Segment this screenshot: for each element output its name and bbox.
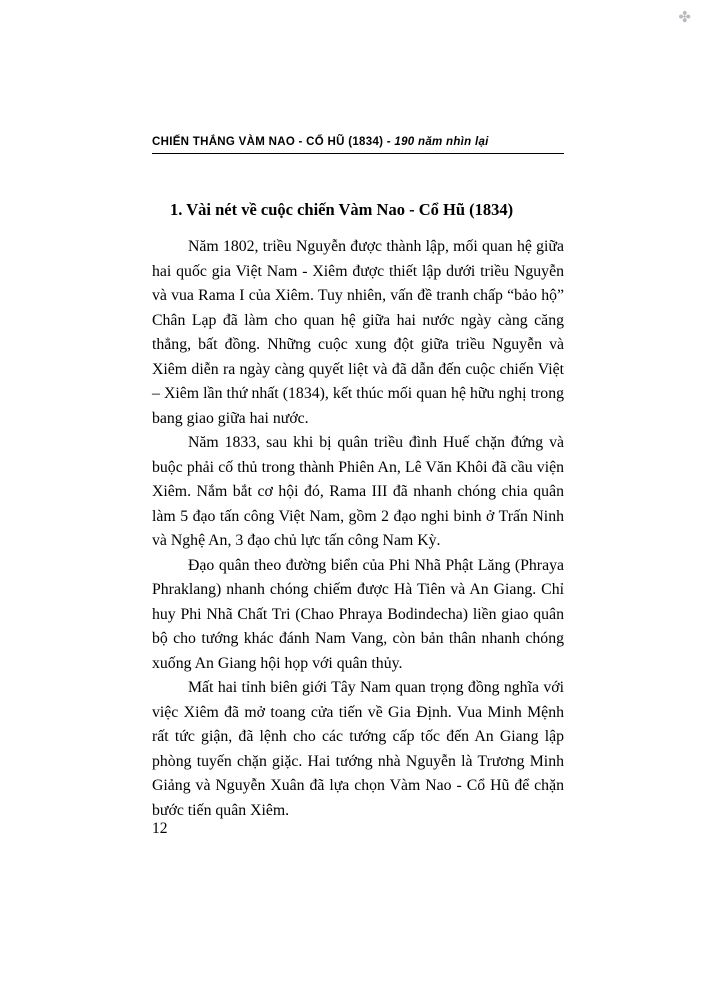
paragraph: Đạo quân theo đường biển của Phi Nhã Phật Lăng (Phraya Phraklang) nhanh chóng chiếm được Hà Tiên và An Giang. Chỉ huy Phi Nhã Chất Tri (Chao Phraya Bodindecha) liền giao quân bộ cho tướng khác đánh Nam Vang, còn bản thân nhanh chóng xuống An Giang hội họp với quân thủy. (152, 556, 564, 672)
page-number: 12 (152, 820, 168, 837)
flower-icon: ✤ (678, 8, 691, 26)
paragraph: Năm 1802, triều Nguyễn được thành lập, mối quan hệ giữa hai quốc gia Việt Nam - Xiêm được thiết lập dưới triều Nguyễn và vua Rama I của Xiêm. Tuy nhiên, vấn đề tranh chấp “bảo hộ” Chân Lạp đã làm cho quan hệ giữa hai nước ngày càng căng thẳng, bất đồng. Những cuộc xung đột giữa triều Nguyễn và Xiêm diễn ra ngày càng quyết liệt và đã dẫn đến cuộc chiến Việt – Xiêm lần thứ nhất (1834), kết thúc mối quan hệ hữu nghị trong bang giao giữa hai nước. (152, 238, 564, 427)
running-header-title: CHIẾN THẮNG VÀM NAO - CỔ HŨ (1834) - (152, 136, 395, 148)
running-header (152, 136, 564, 154)
paragraph: Năm 1833, sau khi bị quân triều đình Huế chặn đứng và buộc phải cố thủ trong thành Phiên An, Lê Văn Khôi đã cầu viện Xiêm. Nắm bắt cơ hội đó, Rama III đã nhanh chóng chia quân làm 5 đạo tấn công Việt Nam, gồm 2 đạo nghi binh ở Trấn Ninh và Nghệ An, 3 đạo chủ lực tấn công Nam Kỳ. (152, 434, 564, 550)
body-text (152, 235, 564, 823)
running-header-subtitle: 190 năm nhìn lại (394, 136, 489, 148)
section-heading: 1. Vài nét về cuộc chiến Vàm Nao - Cổ Hũ (1834) (170, 200, 514, 219)
paragraph: Mất hai tỉnh biên giới Tây Nam quan trọng đồng nghĩa với việc Xiêm đã mở toang cửa tiến về Gia Định. Vua Minh Mệnh rất tức giận, đã lệnh cho các tướng cấp tốc đến An Giang lập phòng tuyến chặn giặc. Hai tướng nhà Nguyễn là Trương Minh Giảng và Nguyễn Xuân đã lựa chọn Vàm Nao - Cổ Hũ để chặn bước tiến quân Xiêm. (152, 679, 564, 819)
page-content (152, 136, 564, 823)
